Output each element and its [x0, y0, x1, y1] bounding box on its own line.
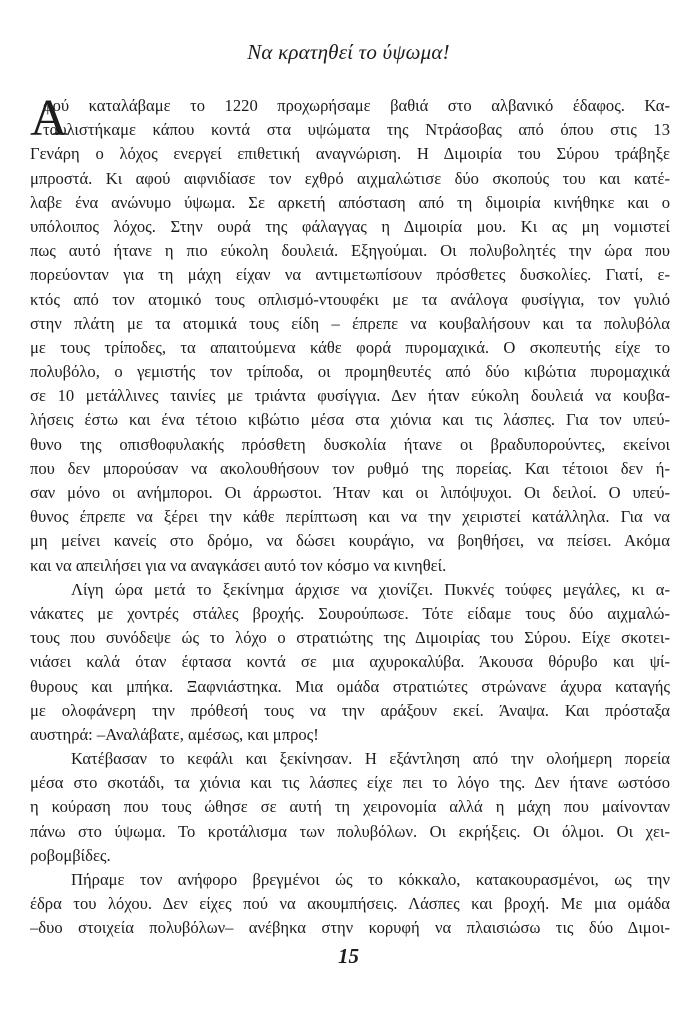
text-line: με ολοφάνερη την πρόθεσή τους να την αράξουν εκεί. Άναψα. Και πρόσταξα: [30, 700, 670, 720]
text-line: Γενάρη ο λόχος ενεργεί επιθετική αναγνώριση. Η Διμοιρία του Σύρου τράβηξε: [30, 144, 670, 164]
text-line: λήσεις έστω και ένα τέτοιο κιβώτιο μέσα στα χιόνια και τις λάσπες. Για τον υπεύ-: [30, 410, 670, 430]
text-line: πως αυτό ήτανε η πιο εύκολη δουλειά. Εξηγούμαι. Οι πολυβολητές την ώρα που: [30, 241, 670, 261]
text-line: στην πλάτη με τα ατομικά τους είδη – έπρεπε να κουβαλήσουν και τα πολυβόλα: [30, 313, 670, 333]
text-line: και να απειλήσει για να αναγκάσει αυτό τον κόσμο να κινηθεί.: [30, 555, 447, 575]
text-line: αυστηρά: –Αναλάβατε, αμέσως, και μπρος!: [30, 724, 319, 744]
text-line: μέσα στο σκοτάδι, τα χιόνια και τις λάσπες είχε πει το λόγο της. Δεν ήτανε ωστόσο: [30, 773, 670, 793]
text-line: με τους τρίποδες, τα απαιτούμενα κάθε φορά πυρομαχικά. Ο σκοπευτής είχε το: [30, 337, 670, 357]
text-line: θυνος έπρεπε να ξέρει την κάθε περίπτωση και να την χειριστεί κατάλληλα. Για να: [30, 507, 670, 527]
text-line: κτός από τον ατομικό τους οπλισμό-ντουφέκι με τα ανάλογα φυσίγγια, τον γυλιό: [30, 289, 670, 309]
text-line: σαν μόνο οι ανήμποροι. Οι άρρωστοι. Ήταν και οι λιπόψυχοι. Οι δειλοί. Ο υπεύ-: [30, 483, 670, 502]
text-line: υπόλοιπος λόχος. Στην ουρά της φάλαγγας η Διμοιρία μου. Κι ας μη νομιστεί: [30, 216, 670, 236]
text-lines: [30, 90, 670, 941]
text-line: πορεύονταν για τη μάχη είχαν να αντιμετωπίσουν πρόσθετες δυσκολίες. Γιατί, ε-: [30, 265, 670, 285]
drop-cap: Α: [30, 90, 68, 147]
text-line: μη μείνει κανείς στο δρόμο, να δώσει κουράγιο, να βοηθήσει, να πείσει. Ακόμα: [30, 531, 670, 551]
text-line: πάνω στο ύψωμα. Το κροτάλισμα των πολυβόλων. Οι εκρήξεις. Οι όλμοι. Οι χει-: [30, 821, 670, 841]
body-text: [30, 90, 670, 941]
text-line: η κούραση που τους ώθησε σε αυτή τη χειρονομία αλλά η μάχη που μαίνονταν: [30, 797, 670, 817]
text-line: πολυβόλο, ο γεμιστής τον τρίποδα, οι προμηθευτές από δύο κιβώτια πυρομαχικά: [30, 362, 670, 382]
text-line: έδρα του λόχου. Δεν είχες πού να ακουμπήσεις. Λάσπες και βροχή. Με μια ομάδα: [30, 894, 670, 914]
text-line: νάκατες με χοντρές στάλες βροχής. Σουρούπωσε. Τότε είδαμε τους δύο αιχμαλώ-: [30, 603, 670, 623]
text-line: ταυλιστήκαμε κάπου κοντά στα υψώματα της Ντράσοβας από όπου στις 13: [43, 120, 670, 140]
text-line: που δεν μπορούσαν να ακολουθήσουν τον ρυθμό της πορείας. Και τέτοιοι δεν ή-: [30, 458, 670, 478]
text-line: νιάσει καλά όταν έφτασα κοντά σε μια αχυροκαλύβα. Άκουσα θόρυβο και ψί-: [30, 652, 670, 672]
text-line: μπροστά. Κι αφού αιφνιδίασε τον εχθρό αιχμαλώτισε δύο σκοπούς του και κατέ-: [30, 168, 670, 188]
text-line: ροβομβίδες.: [30, 845, 111, 865]
text-line: –δυο στοιχεία πολυβόλων– ανέβηκα στην κορυφή να πλαισιώσω τις δύο Διμοι-: [30, 918, 670, 938]
text-line: σε 10 μετάλλινες ταινίες με τριάντα φυσίγγια. Δεν ήταν εύκολη δουλειά να κουβα-: [30, 386, 670, 406]
text-line: Λίγη ώρα μετά το ξεκίνημα άρχισε να χιονίζει. Πυκνές τούφες μεγάλες, κι α-: [71, 579, 670, 599]
text-line: θυνο της οπισθοφυλακής πρόσθετη δυσκολία ήτανε οι βραδυπορούντες, εκείνοι: [30, 434, 670, 454]
running-title: Να κρατηθεί το ύψωμα!: [247, 40, 450, 64]
text-line: Κατέβασαν το κεφάλι και ξεκίνησαν. Η εξάντληση από την ολοήμερη πορεία: [71, 749, 670, 769]
text-line: λαβε ένα ανώνυμο ύψωμα. Σε αρκετή απόσταση από τη διμοιρία κινήθηκε και ο: [30, 192, 670, 212]
text-line: θυρους και μπήκα. Ξαφνιάστηκα. Μια ομάδα στρατιώτες στρώνανε άχυρα καταγής: [30, 676, 670, 696]
text-line: φού καταλάβαμε το 1220 προχωρήσαμε βαθιά στο αλβανικό έδαφος. Κα-: [43, 96, 670, 115]
text-line: τους που συνόδεψε ώς το λόχο ο στρατιώτης της Διμοιρίας του Σύρου. Είχε σκοτει-: [30, 628, 670, 648]
page-number: 15: [338, 944, 359, 968]
text-line: Πήραμε τον ανήφορο βρεγμένοι ώς το κόκκαλο, κατακουρασμένοι, ως την: [71, 870, 670, 889]
